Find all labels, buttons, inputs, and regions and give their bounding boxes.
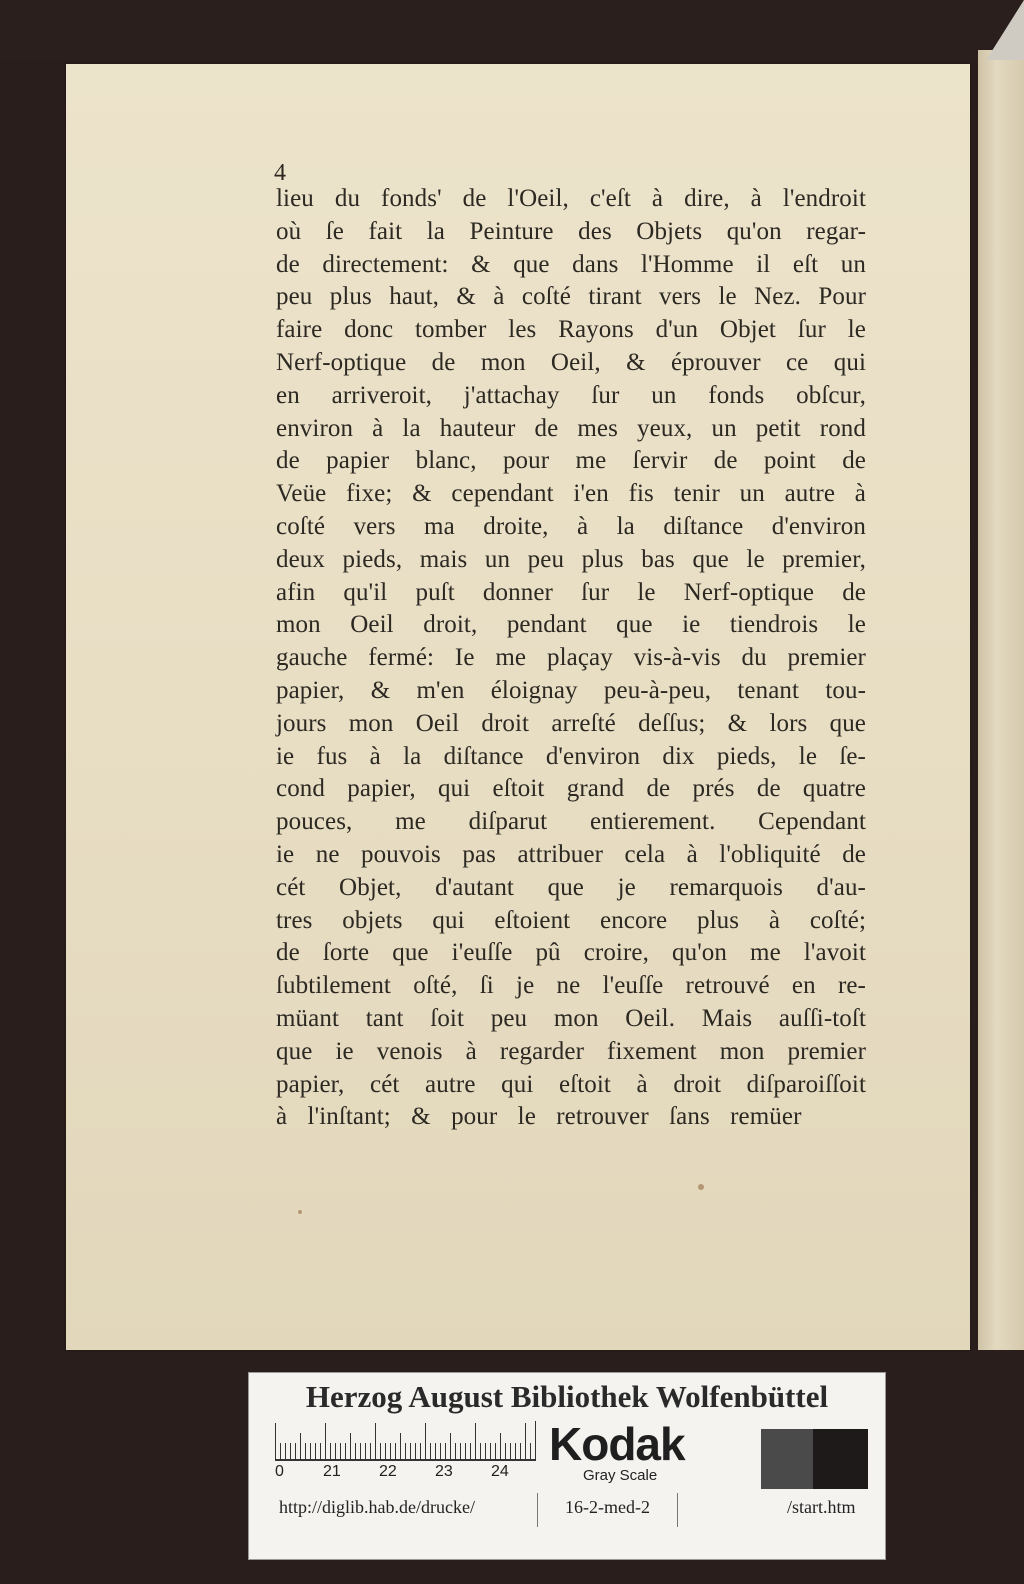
- institution-name: Herzog August Bibliothek Wolfenbüttel: [305, 1379, 829, 1414]
- text-line: que ie venois à regarder fixement mon premier: [276, 1037, 866, 1065]
- next-page-edge: [978, 50, 1024, 1350]
- ruler-tick: [520, 1443, 521, 1459]
- shelfmark: 16-2-med-2: [565, 1497, 650, 1517]
- dark-swatch: [813, 1429, 868, 1489]
- ruler-tick: [535, 1443, 536, 1459]
- text-line: Veüe fixe; & cependant i'en fis tenir un autre à: [276, 480, 866, 508]
- ruler-tick: [480, 1443, 481, 1459]
- ruler-tick: [370, 1443, 371, 1459]
- measurement-ruler: [275, 1421, 536, 1461]
- ruler-tick: [450, 1433, 451, 1459]
- ruler-tick: [345, 1443, 346, 1459]
- ruler-tick: [525, 1423, 526, 1459]
- page-text: [276, 183, 866, 1134]
- text-line: afin qu'il puſt donner ſur le Nerf-optique de: [276, 578, 866, 606]
- text-line: coſté vers ma droite, à la diſtance d'environ: [276, 512, 866, 540]
- text-line: en arriveroit, j'attachay ſur un fonds obſcur,: [276, 381, 866, 409]
- text-line: ie ne pouvois pas attribuer cela à l'obliquité de: [276, 840, 866, 868]
- library-label: [248, 1372, 886, 1560]
- text-line: où ſe fait la Peinture des Objets qu'on regar-: [276, 217, 866, 245]
- ruler-tick: [365, 1443, 366, 1459]
- ruler-tick: [300, 1433, 301, 1459]
- ruler-tick: [485, 1443, 486, 1459]
- ruler-tick: [390, 1443, 391, 1459]
- foxing-spot: [698, 1184, 704, 1190]
- text-line: papier, cét autre qui eſtoit à droit diſparoiſſoit: [276, 1070, 866, 1098]
- ruler-tick: [330, 1443, 331, 1459]
- ruler-tick: [350, 1433, 351, 1459]
- ruler-tick: [335, 1443, 336, 1459]
- text-line: tres objets qui eſtoient encore plus à coſté;: [276, 906, 866, 934]
- ruler-tick: [380, 1443, 381, 1459]
- text-line: cét Objet, d'autant que je remarquois d'au-: [276, 873, 866, 901]
- text-line: de ſorte que i'euſſe pû croire, qu'on me l'avoit: [276, 939, 866, 967]
- ruler-tick: [425, 1423, 426, 1459]
- ruler-number: 23: [435, 1463, 453, 1480]
- ruler-tick: [455, 1443, 456, 1459]
- text-line: environ à la hauteur de mes yeux, un petit rond: [276, 414, 866, 442]
- text-line: ſubtilement oſté, ſi je ne l'euſſe retrouvé en re-: [276, 972, 866, 1000]
- divider: [677, 1493, 678, 1527]
- text-line: jours mon Oeil droit arreſté deſſus; & lors que: [276, 709, 866, 737]
- ruler-tick: [445, 1443, 446, 1459]
- text-line: deux pieds, mais un peu plus bas que le premier,: [276, 545, 866, 573]
- ruler-tick: [420, 1443, 421, 1459]
- text-line: de papier blanc, pour me ſervir de point de: [276, 447, 866, 475]
- ruler-tick: [295, 1443, 296, 1459]
- ruler-tick: [440, 1443, 441, 1459]
- ruler-tick: [490, 1443, 491, 1459]
- ruler-tick: [285, 1443, 286, 1459]
- ruler-tick: [275, 1423, 276, 1459]
- ruler-tick: [505, 1443, 506, 1459]
- url-prefix: http://diglib.hab.de/drucke/: [279, 1497, 475, 1517]
- ruler-tick: [410, 1443, 411, 1459]
- text-line: peu plus haut, & à coſté tirant vers le Nez. Pour: [276, 283, 866, 311]
- ruler-tick: [305, 1443, 306, 1459]
- ruler-tick: [290, 1443, 291, 1459]
- foxing-spot: [298, 1210, 302, 1214]
- text-line: lieu du fonds' de l'Oeil, c'eſt à dire, à l'endroit: [276, 185, 866, 212]
- ruler-tick: [360, 1443, 361, 1459]
- gray-swatch: [761, 1429, 813, 1489]
- text-line: faire donc tomber les Rayons d'un Objet ſur le: [276, 316, 866, 344]
- ruler-tick: [395, 1443, 396, 1459]
- ruler-tick: [435, 1443, 436, 1459]
- ruler-tick: [325, 1423, 326, 1459]
- text-line: papier, & m'en éloignay peu-à-peu, tenant tou-: [276, 676, 866, 704]
- ruler-tick: [315, 1443, 316, 1459]
- ruler-tick: [415, 1443, 416, 1459]
- ruler-number: 21: [323, 1463, 341, 1480]
- page-number: 4: [274, 160, 286, 186]
- text-line: müant tant ſoit peu mon Oeil. Mais auſſi-toſt: [276, 1004, 866, 1032]
- ruler-tick: [310, 1443, 311, 1459]
- divider: [537, 1493, 538, 1527]
- ruler-tick: [400, 1433, 401, 1459]
- ruler-tick: [475, 1423, 476, 1459]
- ruler-tick: [465, 1443, 466, 1459]
- text-line: gauche fermé: Ie me plaçay vis-à-vis du premier: [276, 644, 866, 672]
- text-line: cond papier, qui eſtoit grand de prés de quatre: [276, 775, 866, 803]
- ruler-tick: [430, 1443, 431, 1459]
- ruler-tick: [405, 1443, 406, 1459]
- ruler-tick: [495, 1443, 496, 1459]
- ruler-labels: [275, 1463, 545, 1485]
- ruler-tick: [340, 1443, 341, 1459]
- text-line: pouces, me diſparut entierement. Cependant: [276, 808, 866, 836]
- ruler-tick: [510, 1443, 511, 1459]
- ruler-tick: [460, 1443, 461, 1459]
- text-line: de directement: & que dans l'Homme il eſt un: [276, 250, 866, 278]
- ruler-tick: [320, 1443, 321, 1459]
- ruler-tick: [385, 1443, 386, 1459]
- kodak-logo: Kodak: [549, 1418, 685, 1470]
- text-line: mon Oeil droit, pendant que ie tiendrois le: [276, 611, 866, 639]
- ruler-tick: [470, 1443, 471, 1459]
- ruler-number: 24: [491, 1463, 509, 1480]
- ruler-number: 0: [275, 1463, 284, 1480]
- ruler-tick: [280, 1443, 281, 1459]
- url-suffix: /start.htm: [787, 1497, 856, 1517]
- text-line: Nerf-optique de mon Oeil, & éprouver ce qui: [276, 348, 866, 376]
- ruler-tick: [500, 1433, 501, 1459]
- ruler-tick: [375, 1423, 376, 1459]
- gray-scale-label: Gray Scale: [583, 1467, 658, 1484]
- ruler-number: 22: [379, 1463, 397, 1480]
- ruler-tick: [530, 1443, 531, 1459]
- ruler-tick: [515, 1443, 516, 1459]
- ruler-tick: [355, 1443, 356, 1459]
- text-line: ie fus à la diſtance d'environ dix pieds, le ſe-: [276, 742, 866, 770]
- background-top: [0, 0, 1024, 60]
- text-line: à l'inſtant; & pour le retrouver ſans remüer: [276, 1103, 802, 1131]
